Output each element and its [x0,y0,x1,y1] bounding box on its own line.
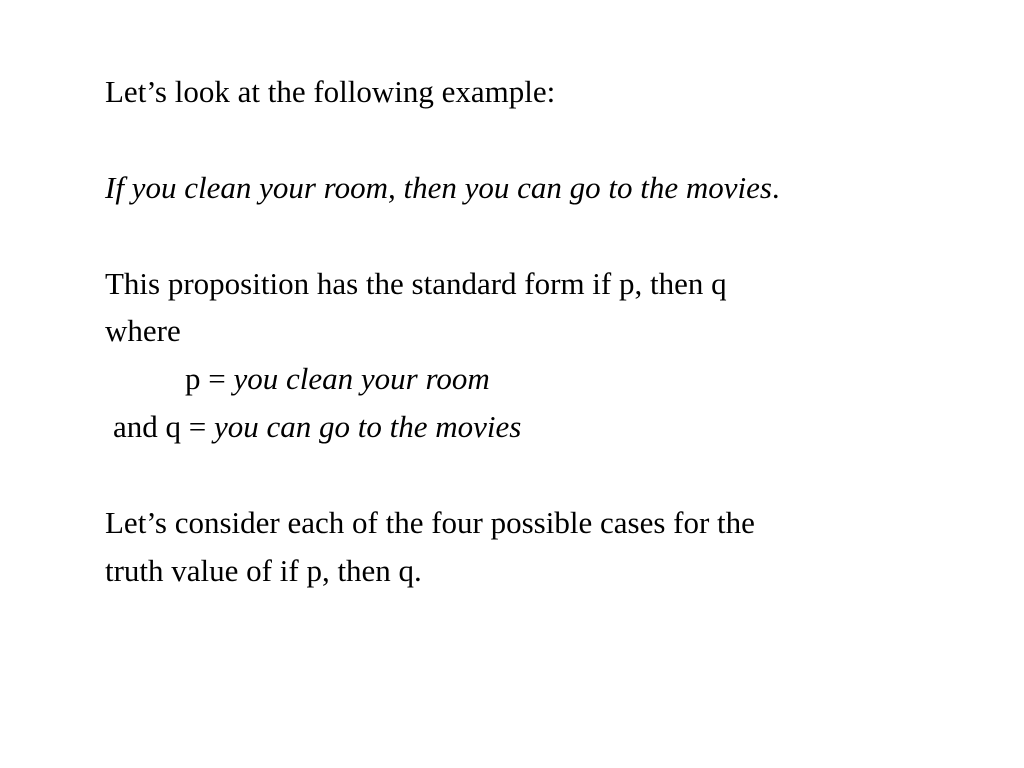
where-text: where [105,313,181,348]
q-definition [113,409,521,445]
q-prefix: and q = [113,409,214,444]
consider-line-1: Let’s consider each of the four possible cases for the [105,505,755,540]
example-sentence-period: . [771,170,780,205]
p-prefix: p = [185,361,234,396]
intro-text: Let’s look at the following example: [105,74,556,109]
p-value: you clean your room [233,361,490,396]
example-sentence-italic: If you clean your room, then you can go to the movies [105,170,772,205]
p-definition [185,361,490,397]
proposition-line: This proposition has the standard form if p, then q [105,266,727,301]
example-sentence [105,170,780,206]
consider-line-2: truth value of if p, then q. [105,553,422,588]
q-value: you can go to the movies [214,409,522,444]
